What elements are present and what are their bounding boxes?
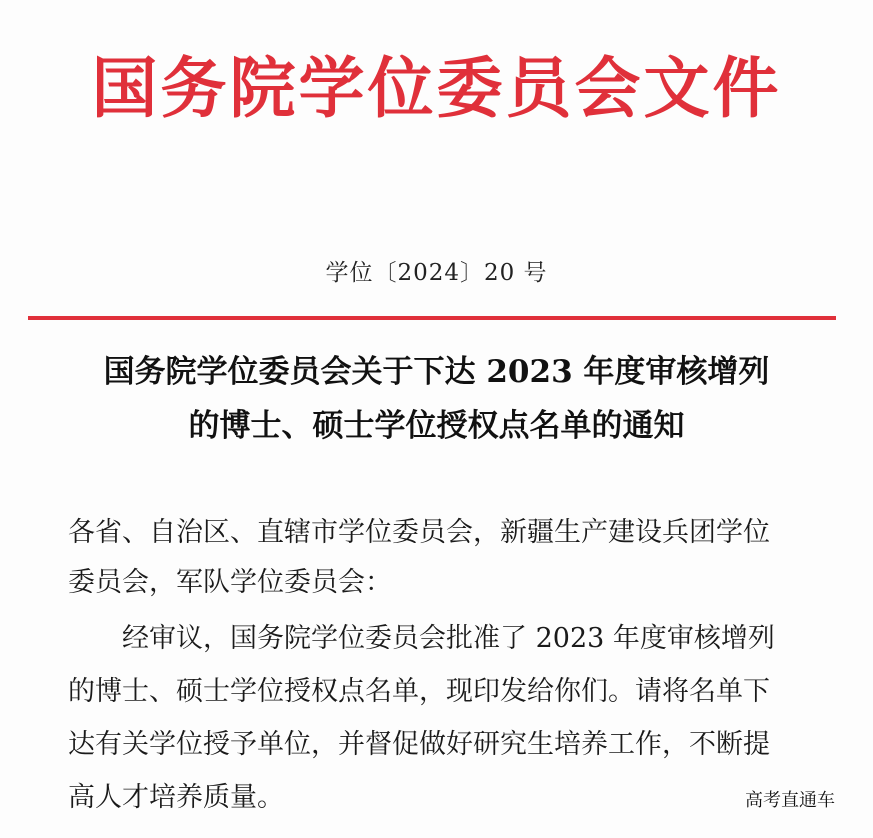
notice-title-line: 的博士、硕士学位授权点名单的通知 bbox=[188, 408, 685, 444]
red-divider-line bbox=[28, 316, 836, 320]
notice-title bbox=[40, 345, 833, 453]
body-line: 达有关学位授予单位，并督促做好研究生培养工作，不断提 bbox=[68, 729, 770, 760]
notice-title-line: 国务院学位委员会关于下达 2023 年度审核增列 bbox=[103, 354, 770, 390]
document-number: 学位〔2024〕20 号 bbox=[325, 260, 548, 286]
source-watermark: 高考直通车 bbox=[745, 790, 835, 811]
body-paragraph bbox=[68, 612, 828, 824]
salutation-line: 委员会，军队学位委员会： bbox=[68, 567, 392, 598]
salutation-line: 各省、自治区、直辖市学位委员会，新疆生产建设兵团学位 bbox=[68, 517, 770, 548]
body-line: 高人才培养质量。 bbox=[68, 782, 284, 813]
masthead-title: 国务院学位委员会文件 bbox=[91, 49, 782, 127]
salutation bbox=[68, 508, 828, 608]
body-line: 经审议，国务院学位委员会批准了 2023 年度审核增列 bbox=[122, 623, 775, 654]
body-line: 的博士、硕士学位授权点名单，现印发给你们。请将名单下 bbox=[68, 676, 770, 707]
